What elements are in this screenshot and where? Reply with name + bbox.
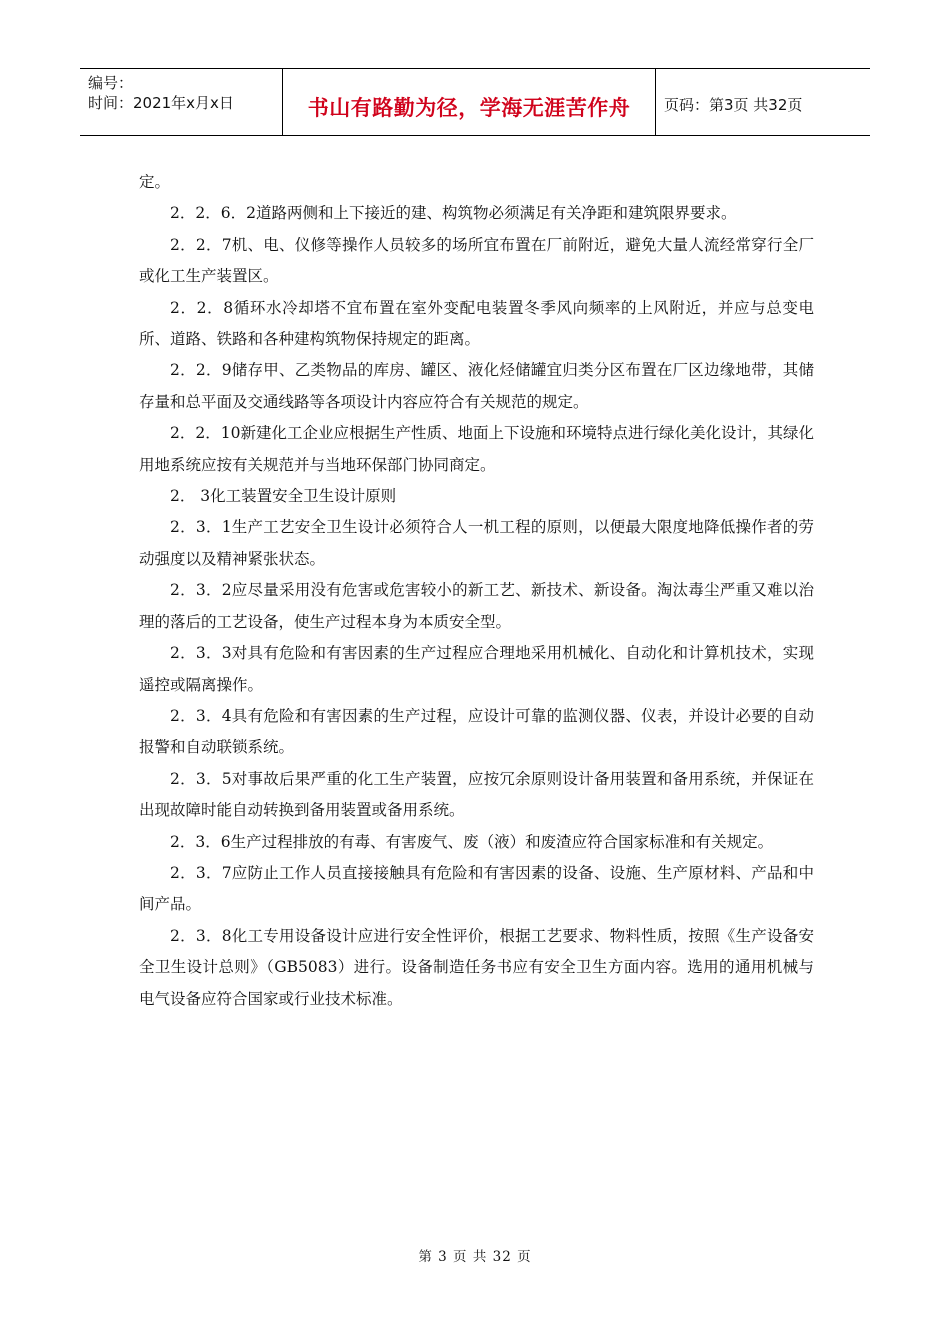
paragraph: 2．3．3对具有危险和有害因素的生产过程应合理地采用机械化、自动化和计算机技术，实现遥控或隔离操作。 [139,644,814,694]
paragraph: 2．3．7应防止工作人员直接接触具有危险和有害因素的设备、设施、生产原材料、产品和中间产品。 [139,863,814,914]
paragraph: 2．3．5对事故后果严重的化工生产装置，应按冗余原则设计备用装置和备用系统，并保证在出现故障时能自动转换到备用装置或备用系统。 [139,769,814,820]
paragraph: 2．3．8化工专用设备设计应进行安全性评价，根据工艺要求、物料性质，按照《生产设备安全卫生设计总则》（GB5083）进行。设备制造任务书应有安全卫生方面内容。选用的通用机械与电气设备应符合国家或行业技术标准。 [139,926,814,1008]
header-motto: 书山有路勤为径，学海无涯苦作舟 [283,69,656,135]
paragraph: 2．2．8循环水冷却塔不宜布置在室外变配电装置冬季风向频率的上风附近，并应与总变电所、道路、铁路和各种建构筑物保持规定的距离。 [139,298,814,349]
paragraph: 2．2．6．2道路两侧和上下接近的建、构筑物必须满足有关净距和建筑限界要求。 [170,204,737,223]
document-number-label: 编号： [88,74,134,92]
paragraph: 2．3．6生产过程排放的有毒、有害废气、废（液）和废渣应符合国家标准和有关规定。 [170,832,774,851]
paragraph: 2．2．7机、电、仪修等操作人员较多的场所宜布置在厂前附近，避免大量人流经常穿行全厂或化工生产装置区。 [139,235,814,286]
paragraph: 2．3．4具有危险和有害因素的生产过程，应设计可靠的监测仪器、仪表，并设计必要的自动报警和自动联锁系统。 [139,706,814,757]
header-meta [80,69,283,135]
section-heading: 2． 3化工装置安全卫生设计原则 [170,487,397,506]
page-footer: 第 3 页 共 32 页 [418,1249,532,1265]
paragraph: 2．3．1生产工艺安全卫生设计必须符合人一机工程的原则，以便最大限度地降低操作者的劳动强度以及精神紧张状态。 [139,518,814,568]
header-page-code: 页码：第3页 共32页 [664,95,803,114]
document-time-label: 时间：2021年x月x日 [88,94,234,112]
page-header [80,68,870,136]
paragraph: 2．2．10新建化工企业应根据生产性质、地面上下设施和环境特点进行绿化美化设计，其绿化用地系统应按有关规范并与当地环保部门协同商定。 [139,424,814,474]
paragraph: 2．3．2应尽量采用没有危害或危害较小的新工艺、新技术、新设备。淘汰毒尘严重又难以治理的落后的工艺设备，使生产过程本身为本质安全型。 [139,581,814,631]
paragraph: 定。 [139,173,171,191]
paragraph: 2．2．9储存甲、乙类物品的库房、罐区、液化烃储罐宜归类分区布置在厂区边缘地带，其储存量和总平面及交通线路等各项设计内容应符合有关规范的规定。 [139,361,814,411]
document-body [139,167,814,1015]
